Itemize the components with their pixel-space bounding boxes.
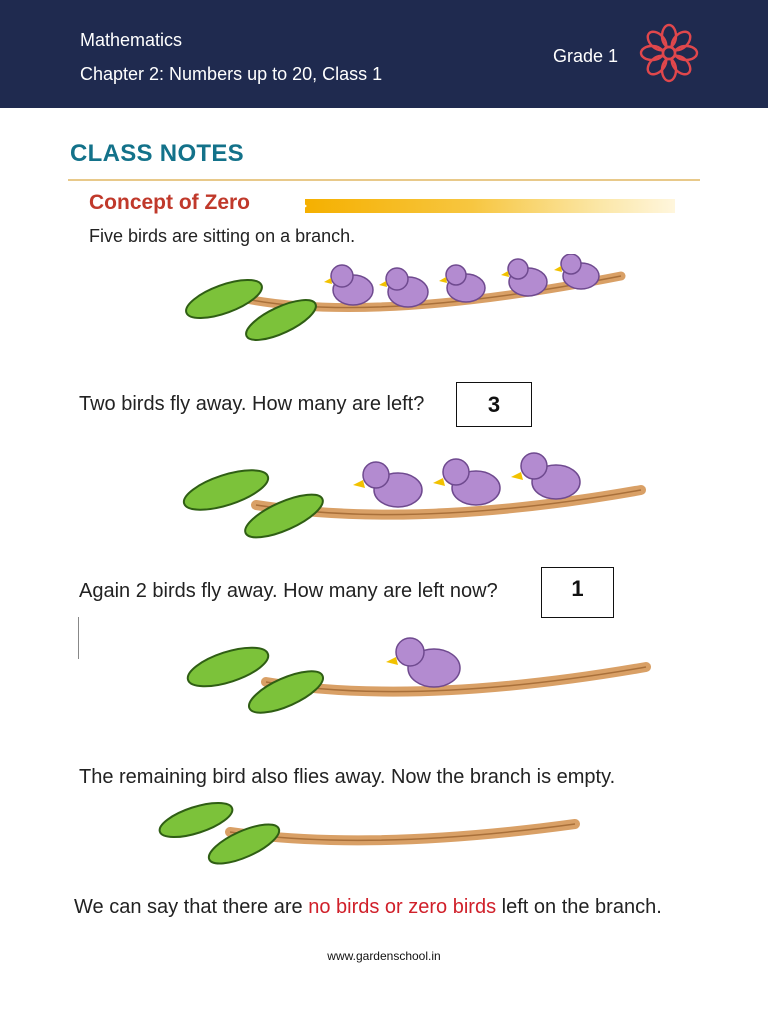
conclusion-text xyxy=(74,896,662,919)
answer-box-three xyxy=(456,382,532,427)
page-header xyxy=(0,0,768,108)
grade-label: Grade 1 xyxy=(553,46,619,66)
branch-three-birds-illustration xyxy=(176,450,656,550)
conclusion-highlight: no birds or zero birds xyxy=(308,896,497,918)
chapter-label: Chapter 2: Numbers up to 20, Class 1 xyxy=(80,64,383,84)
question-two-fly-away: Two birds fly away. How many are left? xyxy=(79,393,425,415)
empty-branch-text: The remaining bird also flies away. Now the branch is empty. xyxy=(79,766,616,788)
conclusion-post: left on the branch. xyxy=(501,896,662,918)
flower-logo-icon xyxy=(638,22,700,84)
footer-website[interactable]: www.gardenschool.in xyxy=(327,949,441,963)
title-decoration-notch xyxy=(298,199,307,213)
answer-value: 1 xyxy=(571,576,584,601)
branch-five-birds-illustration xyxy=(176,254,636,349)
answer-box-one xyxy=(541,567,614,618)
empty-branch-illustration xyxy=(150,792,590,872)
margin-line xyxy=(78,617,79,659)
section-divider xyxy=(68,179,700,181)
concept-title: Concept of Zero xyxy=(89,191,250,214)
title-decoration-bar xyxy=(305,199,675,213)
question-again-two-fly-away: Again 2 birds fly away. How many are left now? xyxy=(79,580,498,602)
answer-value: 3 xyxy=(487,391,501,417)
subject-label: Mathematics xyxy=(80,30,183,50)
branch-one-bird-illustration xyxy=(176,622,656,722)
intro-text: Five birds are sitting on a branch. xyxy=(89,226,356,246)
conclusion-pre: We can say that there are xyxy=(74,896,303,918)
section-title: CLASS NOTES xyxy=(70,140,244,167)
